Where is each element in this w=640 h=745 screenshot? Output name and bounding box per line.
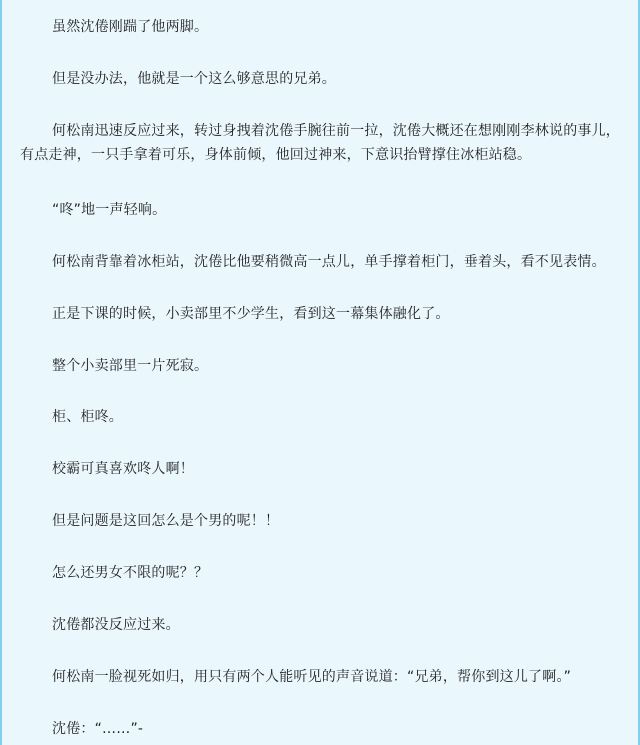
paragraph-6: 正是下课的时候，小卖部里不少学生，看到这一幕集体融化了。	[52, 306, 450, 322]
paragraph-4: “咚”地一声轻响。	[52, 202, 167, 218]
paragraph-8: 柜、柜咚。	[52, 409, 123, 425]
paragraph-13: 何松南一脸视死如归，用只有两个人能听见的声音说道：“兄弟，帮你到这儿了啊。”	[52, 669, 572, 685]
paragraph-14: 沈倦：“……”-	[52, 721, 144, 737]
paragraph-1: 虽然沈倦刚踹了他两脚。	[52, 19, 209, 35]
paragraph-9: 校霸可真喜欢咚人啊！	[52, 461, 194, 477]
paragraph-12: 沈倦都没反应过来。	[52, 617, 180, 633]
paragraph-7: 整个小卖部里一片死寂。	[52, 358, 209, 374]
paragraph-5: 何松南背靠着冰柜站，沈倦比他要稍微高一点儿，单手撑着柜门，垂着头，看不见表情。	[52, 254, 606, 270]
paragraph-2: 但是没办法，他就是一个这么够意思的兄弟。	[52, 71, 336, 87]
paragraph-11: 怎么还男女不限的呢？？	[52, 565, 209, 581]
paragraph-3: 何松南迅速反应过来，转过身拽着沈倦手腕往前一拉，沈倦大概还在想刚刚李林说的事儿，有点走神，一只手拿着可乐，身体前倾，他回过神来，下意识抬臂撑住冰柜站稳。	[20, 123, 620, 163]
paragraph-10: 但是问题是这回怎么是个男的呢！！	[52, 513, 280, 529]
